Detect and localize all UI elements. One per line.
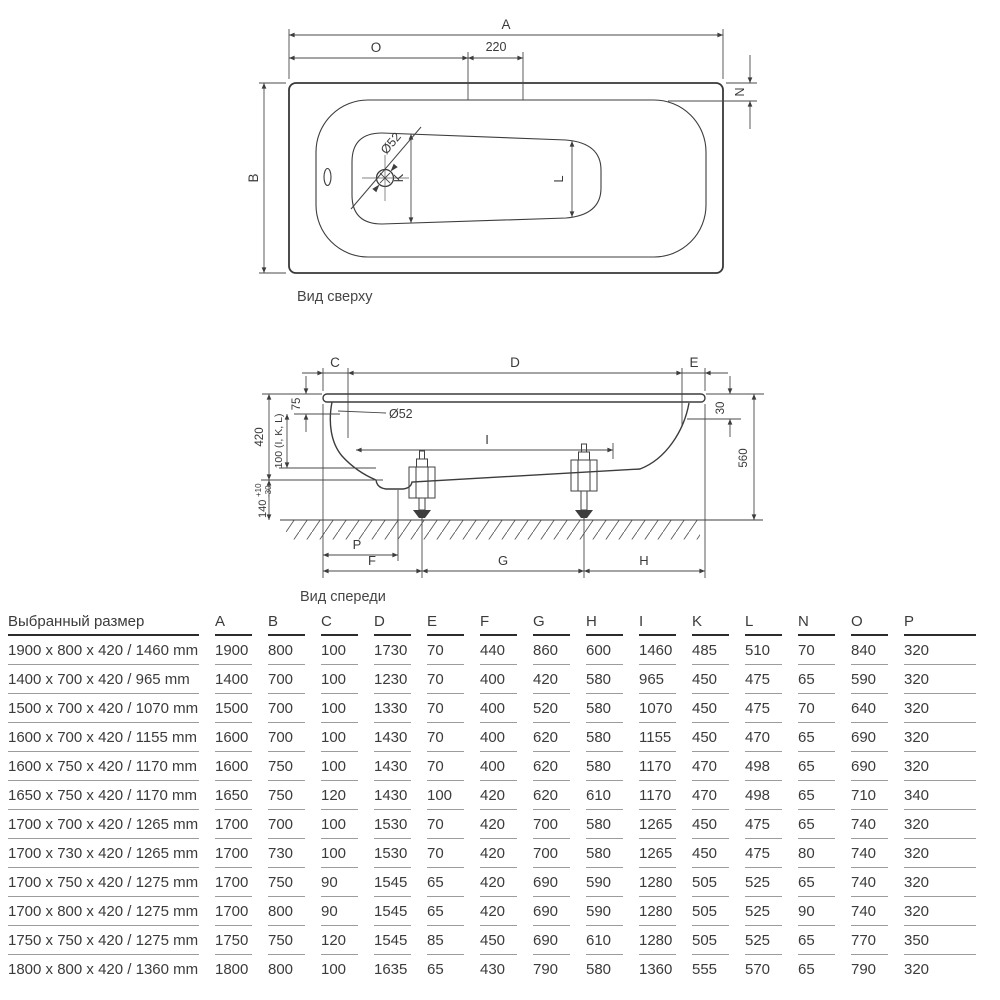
value-cell: 580 (586, 694, 639, 723)
value-cell: 400 (480, 752, 533, 781)
value-cell: 590 (586, 897, 639, 926)
value-cell: 475 (745, 810, 798, 839)
value-cell: 100 (321, 810, 374, 839)
size-cell: 1600 x 750 x 420 / 1170 mm (8, 752, 215, 781)
value-cell: 475 (745, 665, 798, 694)
tub-outer-edge (289, 83, 723, 273)
column-header-A: A (215, 606, 268, 636)
value-cell: 1530 (374, 810, 427, 839)
value-cell: 320 (904, 665, 992, 694)
dim-O (289, 40, 468, 100)
value-cell: 690 (533, 868, 586, 897)
dim-75-label: 75 (291, 397, 303, 411)
value-cell: 90 (798, 897, 851, 926)
value-cell: 1700 (215, 897, 268, 926)
value-cell: 1170 (639, 752, 692, 781)
column-header-P: P (904, 606, 992, 636)
column-header-D: D (374, 606, 427, 636)
value-cell: 580 (586, 723, 639, 752)
value-cell: 1230 (374, 665, 427, 694)
value-cell: 450 (692, 839, 745, 868)
value-cell: 90 (321, 897, 374, 926)
size-cell: 1400 x 700 x 420 / 965 mm (8, 665, 215, 694)
value-cell: 1265 (639, 810, 692, 839)
value-cell: 700 (533, 810, 586, 839)
value-cell: 1430 (374, 752, 427, 781)
value-cell: 320 (904, 961, 930, 978)
value-cell: 740 (851, 810, 904, 839)
size-cell: 1500 x 700 x 420 / 1070 mm (8, 694, 215, 723)
value-cell: 450 (480, 926, 533, 955)
top-view (246, 17, 757, 305)
value-cell: 700 (268, 810, 321, 839)
value-cell: 690 (851, 752, 904, 781)
value-cell: 740 (851, 868, 904, 897)
column-header-G: G (533, 606, 586, 636)
table-row (8, 810, 992, 839)
table-row (8, 694, 992, 723)
value-cell: 690 (533, 897, 586, 926)
dim-N (668, 55, 757, 129)
dim-420-label: 420 (254, 427, 266, 447)
table-row (8, 926, 992, 955)
tub-shell-profile (330, 402, 689, 489)
value-cell: 505 (692, 897, 745, 926)
value-cell: 505 (692, 926, 745, 955)
column-header-E: E (427, 606, 480, 636)
dim-140-tolerance-plus: +10 (254, 483, 263, 497)
column-header-N: N (798, 606, 851, 636)
value-cell: 420 (533, 665, 586, 694)
value-cell: 70 (427, 723, 480, 752)
column-header-size: Выбранный размер (8, 606, 215, 636)
column-header-O: O (851, 606, 904, 636)
dim-100-label: 100 (I, K, L) (273, 413, 285, 469)
value-cell: 1730 (374, 636, 427, 665)
value-cell: 70 (427, 694, 480, 723)
value-cell: 498 (745, 752, 798, 781)
dim-F-label: F (368, 553, 376, 568)
value-cell: 70 (427, 839, 480, 868)
dim-I-label: I (485, 432, 489, 447)
value-cell: 1635 (374, 961, 408, 978)
value-cell: 1170 (639, 781, 692, 810)
value-cell: 620 (533, 723, 586, 752)
value-cell: 620 (533, 781, 586, 810)
value-cell: 620 (533, 752, 586, 781)
value-cell: 640 (851, 694, 904, 723)
column-header-C: C (321, 606, 374, 636)
value-cell: 790 (851, 961, 877, 978)
value-cell: 965 (639, 665, 692, 694)
value-cell: 690 (533, 926, 586, 955)
value-cell: 525 (745, 897, 798, 926)
dim-P-label: P (352, 537, 362, 552)
value-cell: 730 (268, 839, 321, 868)
table-row (8, 752, 992, 781)
dim-B (246, 83, 286, 273)
size-cell: 1900 x 800 x 420 / 1460 mm (8, 636, 215, 665)
dim-N-label: N (733, 87, 747, 97)
value-cell: 65 (798, 723, 851, 752)
value-cell: 100 (321, 961, 347, 978)
value-cell: 100 (321, 636, 374, 665)
value-cell: 65 (798, 868, 851, 897)
value-cell: 580 (586, 961, 612, 978)
dimensions-table (8, 606, 992, 984)
value-cell: 1430 (374, 723, 427, 752)
value-cell: 580 (586, 839, 639, 868)
value-cell: 770 (851, 926, 904, 955)
value-cell: 800 (268, 636, 321, 665)
overflow-diameter-label: Ø52 (389, 407, 413, 421)
size-table (8, 606, 992, 984)
dim-30-label: 30 (715, 401, 727, 415)
value-cell: 120 (321, 781, 374, 810)
value-cell: 470 (745, 723, 798, 752)
value-cell: 65 (798, 665, 851, 694)
dim-560-label: 560 (738, 448, 750, 468)
tub-rim-profile (323, 394, 705, 402)
dim-C-label: C (330, 355, 340, 370)
dim-I (356, 432, 613, 459)
value-cell: 525 (745, 868, 798, 897)
value-cell: 610 (586, 926, 639, 955)
value-cell: 320 (904, 752, 992, 781)
value-cell: 800 (268, 961, 294, 978)
value-cell: 580 (586, 810, 639, 839)
value-cell: 610 (586, 781, 639, 810)
value-cell: 70 (427, 810, 480, 839)
value-cell: 400 (480, 723, 533, 752)
table-row (8, 781, 992, 810)
value-cell: 1460 (639, 636, 692, 665)
table-row (8, 723, 992, 752)
value-cell: 860 (533, 636, 586, 665)
value-cell: 1280 (639, 868, 692, 897)
column-header-I: I (639, 606, 692, 636)
dim-E-label: E (689, 355, 699, 370)
value-cell: 740 (851, 839, 904, 868)
value-cell: 65 (798, 810, 851, 839)
front-view-caption: Вид спереди (300, 589, 386, 605)
dim-A-label: A (501, 17, 511, 32)
value-cell: 700 (533, 839, 586, 868)
dim-B-label: B (246, 173, 261, 183)
value-cell: 1265 (639, 839, 692, 868)
value-cell: 120 (321, 926, 374, 955)
value-cell: 1800 (215, 961, 249, 978)
value-cell: 700 (268, 694, 321, 723)
value-cell: 750 (268, 752, 321, 781)
value-cell: 1700 (215, 868, 268, 897)
value-cell: 555 (692, 961, 718, 978)
value-cell: 320 (904, 723, 992, 752)
value-cell: 700 (268, 723, 321, 752)
dim-K-label: K (391, 173, 406, 183)
value-cell: 1650 (215, 781, 268, 810)
value-cell: 100 (321, 839, 374, 868)
dim-E (689, 355, 727, 373)
value-cell: 100 (321, 752, 374, 781)
value-cell: 70 (798, 694, 851, 723)
overflow-drain-label (338, 407, 413, 421)
floor-hatching (286, 521, 700, 540)
value-cell: 65 (427, 897, 480, 926)
value-cell: 70 (798, 636, 851, 665)
value-cell: 65 (427, 868, 480, 897)
dim-G-label: G (497, 553, 509, 568)
size-table-body (8, 636, 992, 984)
dim-P (323, 537, 398, 555)
dim-100 (273, 414, 287, 469)
value-cell: 475 (745, 694, 798, 723)
dim-220-label: 220 (485, 40, 507, 54)
dim-420 (254, 394, 269, 480)
value-cell: 320 (904, 868, 992, 897)
value-cell: 400 (480, 665, 533, 694)
value-cell: 505 (692, 868, 745, 897)
value-cell: 750 (268, 781, 321, 810)
dim-O-label: O (370, 40, 382, 55)
value-cell: 1400 (215, 665, 268, 694)
value-cell: 100 (321, 665, 374, 694)
value-cell: 740 (851, 897, 904, 926)
foot-right (571, 444, 597, 520)
table-row (8, 636, 992, 665)
value-cell: 690 (851, 723, 904, 752)
value-cell: 320 (904, 694, 992, 723)
value-cell: 470 (692, 752, 745, 781)
value-cell: 700 (268, 665, 321, 694)
value-cell: 400 (480, 694, 533, 723)
value-cell: 600 (586, 636, 639, 665)
table-row (8, 839, 992, 868)
top-view-caption: Вид сверху (297, 289, 373, 305)
value-cell: 320 (904, 839, 992, 868)
size-cell: 1750 x 750 x 420 / 1275 mm (8, 926, 215, 955)
value-cell: 1360 (639, 961, 673, 978)
value-cell: 790 (533, 961, 559, 978)
tub-rim-inner-edge (316, 100, 706, 257)
dim-D-label: D (510, 355, 520, 370)
value-cell: 750 (268, 926, 321, 955)
size-cell: 1650 x 750 x 420 / 1170 mm (8, 781, 215, 810)
value-cell: 420 (480, 781, 533, 810)
column-header-H: H (586, 606, 639, 636)
table-header-row (8, 606, 992, 636)
value-cell: 420 (480, 868, 533, 897)
column-header-F: F (480, 606, 533, 636)
value-cell: 1280 (639, 926, 692, 955)
value-cell: 1070 (639, 694, 692, 723)
value-cell: 710 (851, 781, 904, 810)
drain-diameter-label: Ø52 (377, 129, 404, 157)
dim-30 (715, 376, 730, 437)
value-cell: 420 (480, 897, 533, 926)
value-cell: 65 (798, 781, 851, 810)
value-cell: 580 (586, 665, 639, 694)
value-cell: 498 (745, 781, 798, 810)
value-cell: 1700 (215, 839, 268, 868)
dim-C (303, 355, 340, 373)
value-cell: 320 (904, 636, 992, 665)
value-cell: 470 (692, 781, 745, 810)
front-view (254, 355, 764, 605)
dim-D (302, 355, 728, 373)
value-cell: 70 (427, 752, 480, 781)
value-cell: 450 (692, 694, 745, 723)
value-cell: 420 (480, 839, 533, 868)
table-row (8, 665, 992, 694)
dim-75 (291, 376, 306, 432)
value-cell: 70 (427, 665, 480, 694)
value-cell: 350 (904, 926, 992, 955)
value-cell: 450 (692, 810, 745, 839)
value-cell: 100 (427, 781, 480, 810)
size-cell: 1700 x 730 x 420 / 1265 mm (8, 839, 215, 868)
dim-140-tolerance-minus: -30 (264, 485, 273, 497)
foot-left (409, 451, 435, 520)
size-cell: 1700 x 700 x 420 / 1265 mm (8, 810, 215, 839)
column-header-B: B (268, 606, 321, 636)
value-cell: 510 (745, 636, 798, 665)
value-cell: 475 (745, 839, 798, 868)
table-row (8, 868, 992, 897)
value-cell: 1600 (215, 723, 268, 752)
value-cell: 485 (692, 636, 745, 665)
column-header-L: L (745, 606, 798, 636)
value-cell: 520 (533, 694, 586, 723)
value-cell: 1530 (374, 839, 427, 868)
value-cell: 440 (480, 636, 533, 665)
value-cell: 80 (798, 839, 851, 868)
dim-G (422, 553, 584, 571)
size-cell: 1800 x 800 x 420 / 1360 mm (8, 961, 199, 978)
value-cell: 320 (904, 810, 992, 839)
value-cell: 420 (480, 810, 533, 839)
dim-H-label: H (639, 553, 649, 568)
value-cell: 340 (904, 781, 992, 810)
dim-220 (468, 40, 523, 100)
dim-H (584, 553, 705, 571)
overflow-hole (324, 169, 331, 186)
value-cell: 85 (427, 926, 480, 955)
drain (351, 127, 421, 209)
value-cell: 65 (798, 926, 851, 955)
table-row (8, 897, 992, 926)
column-header-K: K (692, 606, 745, 636)
value-cell: 65 (798, 961, 815, 978)
value-cell: 1600 (215, 752, 268, 781)
value-cell: 1430 (374, 781, 427, 810)
value-cell: 1900 (215, 636, 268, 665)
dim-L (551, 141, 572, 217)
value-cell: 450 (692, 665, 745, 694)
value-cell: 90 (321, 868, 374, 897)
value-cell: 450 (692, 723, 745, 752)
value-cell: 840 (851, 636, 904, 665)
value-cell: 570 (745, 961, 771, 978)
dim-F (323, 553, 422, 571)
dim-560 (738, 394, 754, 520)
value-cell: 65 (427, 961, 444, 978)
value-cell: 750 (268, 868, 321, 897)
value-cell: 590 (586, 868, 639, 897)
value-cell: 1545 (374, 926, 427, 955)
table-row (8, 955, 992, 984)
value-cell: 1330 (374, 694, 427, 723)
value-cell: 1545 (374, 868, 427, 897)
value-cell: 100 (321, 694, 374, 723)
dim-140 (254, 480, 273, 520)
size-cell: 1700 x 750 x 420 / 1275 mm (8, 868, 215, 897)
value-cell: 430 (480, 961, 506, 978)
value-cell: 100 (321, 723, 374, 752)
dim-140-label: 140 (257, 499, 269, 518)
value-cell: 1700 (215, 810, 268, 839)
value-cell: 1545 (374, 897, 427, 926)
dim-L-label: L (551, 175, 566, 183)
value-cell: 70 (427, 636, 480, 665)
value-cell: 65 (798, 752, 851, 781)
value-cell: 580 (586, 752, 639, 781)
value-cell: 1155 (639, 723, 692, 752)
value-cell: 1280 (639, 897, 692, 926)
value-cell: 320 (904, 897, 992, 926)
value-cell: 1500 (215, 694, 268, 723)
value-cell: 525 (745, 926, 798, 955)
size-cell: 1600 x 700 x 420 / 1155 mm (8, 723, 215, 752)
value-cell: 590 (851, 665, 904, 694)
size-cell: 1700 x 800 x 420 / 1275 mm (8, 897, 215, 926)
value-cell: 800 (268, 897, 321, 926)
value-cell: 1750 (215, 926, 268, 955)
